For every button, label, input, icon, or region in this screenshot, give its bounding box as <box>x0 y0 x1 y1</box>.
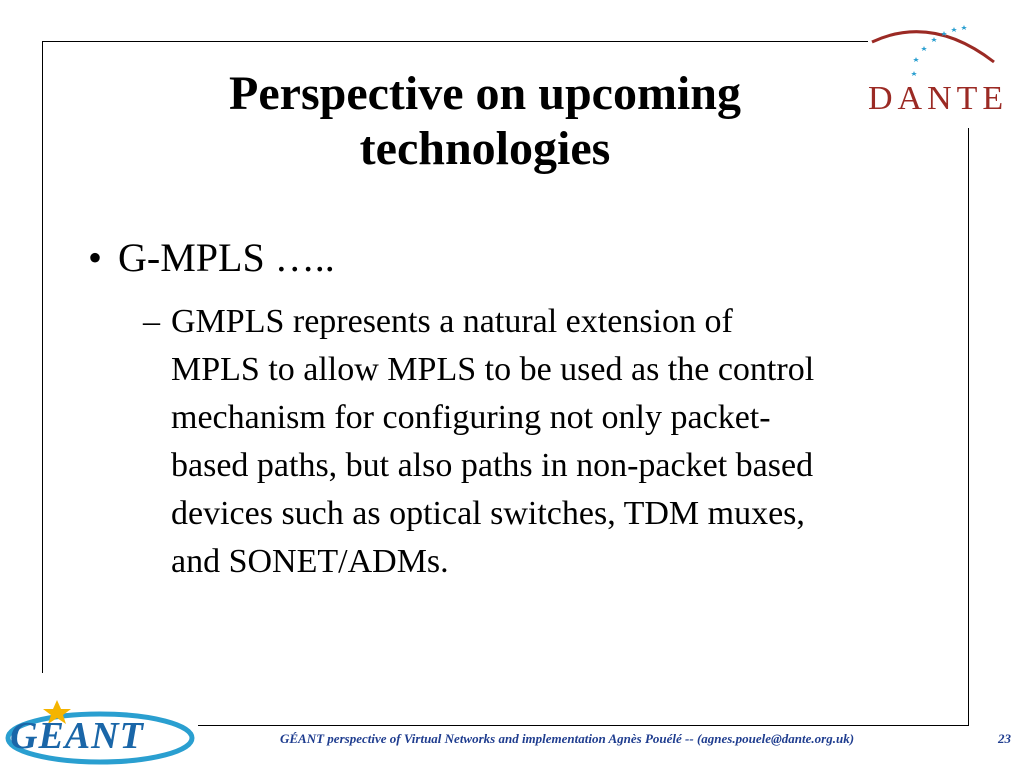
sub-bullet-text: GMPLS represents a natural extension of MPLS to allow MPLS to be used as the control mechanism for configuring not only packet- based paths, but also paths in non-packet based devices such as optical switches, TDM muxes, and SONET/ADMs. <box>171 303 815 580</box>
bullet-marker: • <box>88 235 103 280</box>
bullet-item <box>88 234 335 282</box>
footer-text: GÉANT perspective of Virtual Networks and implementation Agnès Pouélé -- (agnes.pouele@dante.org.uk) <box>280 731 855 746</box>
page-number: 23 <box>998 731 1011 746</box>
geant-logo <box>0 692 200 768</box>
frame-bottom-border <box>198 725 969 726</box>
slide-title: Perspective on upcoming technologies <box>229 67 741 175</box>
frame-right-border <box>968 128 969 726</box>
geant-wordmark: GEANT <box>10 715 144 757</box>
dante-logo <box>862 20 1020 120</box>
sub-bullet-marker: – <box>143 303 160 340</box>
bullet-text: G-MPLS ….. <box>118 235 335 280</box>
frame-left-border <box>42 41 43 673</box>
frame-top-border <box>42 41 868 42</box>
dante-wordmark: DANTE <box>868 80 1009 117</box>
